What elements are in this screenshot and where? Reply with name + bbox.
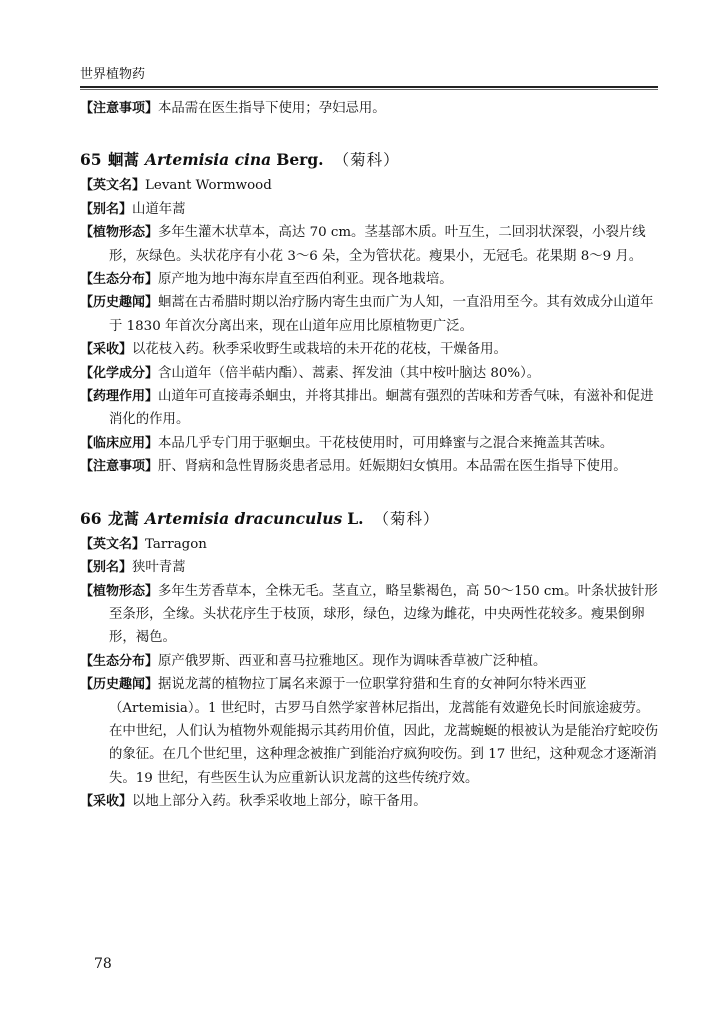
- field-text: 多年生灌木状草本，高达 70 cm。茎基部木质。叶互生，二回羽状深裂，小裂片线形，灰绿色。头状花序有小花 3～6 朵，全为管状花。瘦果小，无冠毛。花果期 8～9 月。: [109, 225, 646, 264]
- header-rule: [80, 86, 658, 88]
- entry-name-latin: Artemisia dracunculus: [145, 508, 343, 528]
- field-text: 据说龙蒿的植物拉丁属名来源于一位职掌狩猎和生育的女神阿尔特米西亚（Artemisia）。1 世纪时，古罗马自然学家普林尼指出，龙蒿能有效避免长时间旅途疲劳。在中世纪，人们认为植物外观能揭示其药用价值，因此，龙蒿蜿蜒的根被认为是能治疗蛇咬伤的象征。在几个世纪里，这种理念被推广到能治疗疯狗咬伤。到 17 世纪，这种观念才逐渐消失。19 世纪，有些医生认为应重新认识龙蒿的这些传统疗效。: [109, 677, 659, 786]
- entry-author: Berg.: [276, 150, 324, 170]
- entry-field: [80, 268, 658, 291]
- running-header: 世界植物药: [80, 67, 146, 82]
- field-tag: 【生态分布】: [80, 653, 159, 669]
- field-tag: 【历史趣闻】: [80, 295, 159, 311]
- entry-66: [80, 507, 658, 814]
- field-text: 原产地为地中海东岸直至西伯利亚。现各地栽培。: [158, 272, 453, 288]
- field-text: 本品几乎专门用于驱蛔虫。干花枝使用时，可用蜂蜜与之混合来掩盖其苦味。: [158, 435, 614, 451]
- field-tag: 【采收】: [80, 794, 133, 810]
- entry-field: [80, 385, 658, 432]
- entry-field: [80, 790, 658, 813]
- field-text: 狭叶青蒿: [132, 560, 186, 576]
- field-text: 肝、肾病和急性胃肠炎患者忌用。妊娠期妇女慎用。本品需在医生指导下使用。: [158, 459, 627, 475]
- field-tag: 【历史趣闻】: [80, 677, 159, 693]
- field-text: 山道年可直接毒杀蛔虫，并将其排出。蛔蒿有强烈的苦味和芳香气味，有滋补和促进消化的作用。: [109, 389, 654, 428]
- entry-family: （菊科）: [373, 509, 440, 528]
- field-text: Tarragon: [145, 536, 207, 552]
- entry-field: [80, 580, 658, 650]
- field-text: 蛔蒿在古希腊时期以治疗肠内寄生虫而广为人知，一直沿用至今。其有效成分山道年于 1830 年首次分离出来，现在山道年应用比原植物更广泛。: [109, 295, 654, 334]
- entry-field: [80, 533, 658, 556]
- field-tag: 【药理作用】: [80, 389, 159, 405]
- entry-field: [80, 362, 658, 385]
- field-text: 以花枝入药。秋季采收野生或栽培的未开花的花枝，干燥备用。: [132, 342, 507, 358]
- field-tag: 【注意事项】: [80, 459, 159, 475]
- entry-number: 65: [80, 150, 102, 170]
- field-tag: 【别名】: [80, 201, 133, 217]
- entry-name-cn: 龙蒿: [108, 508, 140, 528]
- field-tag: 【注意事项】: [80, 101, 159, 116]
- entry-field: [80, 174, 658, 197]
- header-rule-thin: [80, 89, 658, 90]
- entry-field: [80, 291, 658, 338]
- entry-field: [80, 455, 658, 478]
- field-text: 含山道年（倍半萜内酯）、蒿素、挥发油（其中桉叶脑达 80%）。: [158, 365, 541, 381]
- field-text: 以地上部分入药。秋季采收地上部分，晾干备用。: [132, 794, 427, 810]
- entry-field: [80, 338, 658, 361]
- field-text: 本品需在医生指导下使用；孕妇忌用。: [158, 101, 386, 116]
- entry-65: [80, 148, 658, 478]
- entry-author: L.: [347, 508, 364, 528]
- field-tag: 【植物形态】: [80, 225, 159, 241]
- field-tag: 【英文名】: [80, 178, 146, 194]
- field-text: Levant Wormwood: [145, 178, 272, 194]
- field-tag: 【生态分布】: [80, 272, 159, 288]
- entry-field: [80, 556, 658, 579]
- page-number: 78: [94, 956, 112, 972]
- page-content: [80, 97, 658, 814]
- entry-field: [80, 432, 658, 455]
- field-tag: 【英文名】: [80, 536, 146, 552]
- entry-field: [80, 673, 658, 790]
- field-tag: 【临床应用】: [80, 435, 159, 451]
- field-tag: 【植物形态】: [80, 583, 159, 599]
- entry-field: [80, 198, 658, 221]
- field-tag: 【别名】: [80, 560, 133, 576]
- top-note: [80, 97, 658, 120]
- field-tag: 【采收】: [80, 342, 133, 358]
- entry-name-cn: 蛔蒿: [108, 150, 140, 170]
- field-text: 原产俄罗斯、西亚和喜马拉雅地区。现作为调味香草被广泛种植。: [158, 653, 547, 669]
- entry-title: [80, 507, 658, 531]
- entry-title: [80, 148, 658, 172]
- entry-name-latin: Artemisia cina: [145, 150, 272, 170]
- field-text: 山道年蒿: [132, 201, 186, 217]
- entry-field: [80, 650, 658, 673]
- entry-number: 66: [80, 508, 102, 528]
- entry-family: （菊科）: [333, 151, 400, 170]
- field-text: 多年生芳香草本，全株无毛。茎直立，略呈紫褐色，高 50～150 cm。叶条状披针形至条形，全缘。头状花序生于枝顶，球形，绿色，边缘为雌花，中央两性花较多。瘦果倒卵形，褐色。: [109, 583, 658, 646]
- entry-field: [80, 221, 658, 268]
- field-tag: 【化学成分】: [80, 365, 159, 381]
